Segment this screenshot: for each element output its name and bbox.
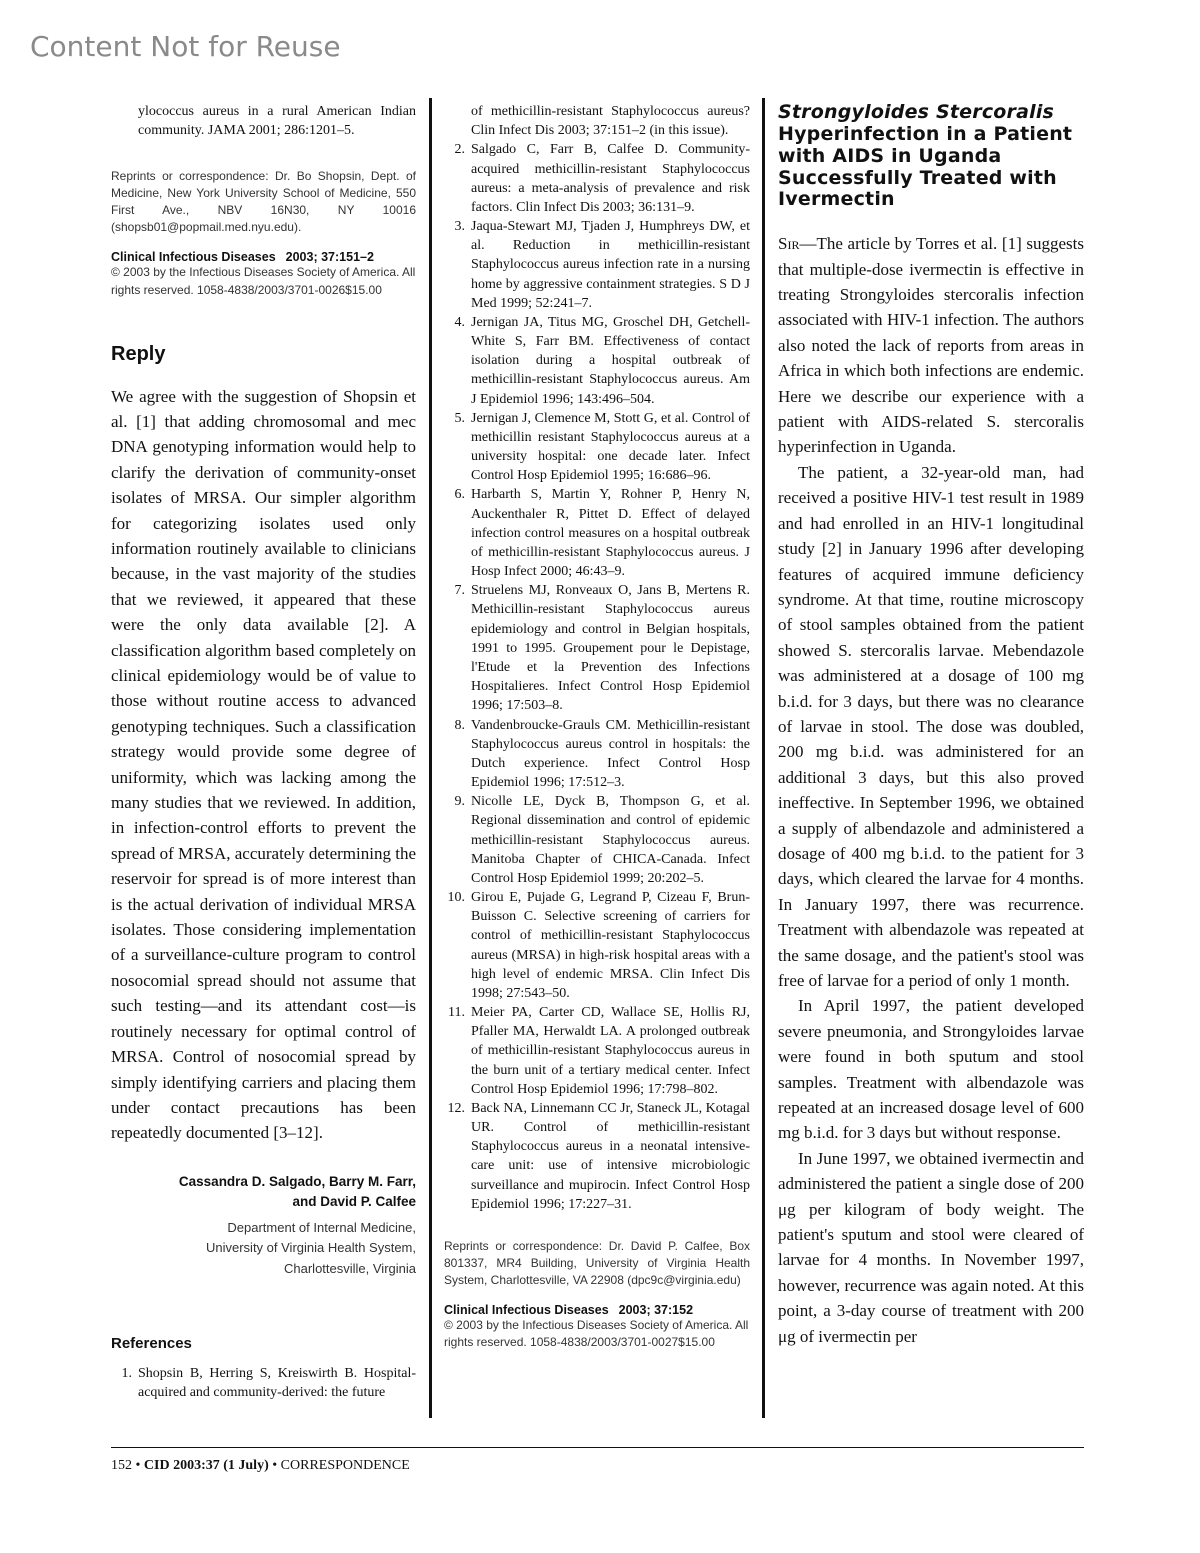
paragraph-text: —The article by Torres et al. [1] suggests that multiple-dose ivermectin is effective in treating Strongyloides stercoralis infection associated with HIV-1 infection. The authors also noted the lack of reports from areas in Africa in which both infections are endemic. Here we describe our experience with a patient with AIDS-related S. stercoralis hyperinfection in Uganda. [778, 234, 1084, 457]
footer-rule [111, 1447, 1084, 1448]
reference-number: 6. [454, 487, 465, 503]
reply-heading: Reply [111, 342, 166, 365]
article-title-italic: Strongyloides Stercoralis [778, 101, 1055, 123]
journal-cite: 2003; 37:152 [618, 1303, 694, 1318]
reference-item [444, 485, 750, 581]
authors-line-1: Cassandra D. Salgado, Barry M. Farr, [178, 1173, 416, 1189]
article-paragraph-3: In April 1997, the patient developed severe pneumonia, and Strongyloides larvae were found in both sputum and stool samples. Treatment with albendazole was repeated at an increased dosage level of 600 mg b.i.d. for 3 days but without response. [778, 996, 1084, 1143]
footer-journal: CID 2003:37 (1 July) [143, 1458, 269, 1473]
column-3 [778, 102, 1084, 1349]
reference-text: Salgado C, Farr B, Calfee D. Community-acquired methicillin-resistant Staphylococcus aureus: a meta-analysis of prevalence and risk factors. Clin Infect Dis 2003; 36:131–9. [471, 142, 750, 215]
reference-continuation: of methicillin-resistant Staphylococcus aureus? Clin Infect Dis 2003; 37:151–2 (in this issue). [471, 104, 750, 139]
reference-number: 11. [448, 1005, 465, 1021]
column-rule-right [762, 98, 765, 1418]
copyright-note: © 2003 by the Infectious Diseases Society of America. All rights reserved. 1058-4838/2003/3701-0026$15.00 [111, 265, 416, 297]
reference-item [444, 409, 750, 486]
reference-text: Jaqua-Stewart MJ, Tjaden J, Humphreys DW, et al. Reduction in methicillin-resistant Staphylococcus aureus infection rate in a nursing home by aggressive containment strategies. S D J Med 1999; 52:241–7. [471, 219, 750, 311]
reference-item [444, 140, 750, 217]
reference-number: 7. [454, 583, 465, 599]
reference-text: Jernigan JA, Titus MG, Groschel DH, Getchell-White S, Farr BM. Effectiveness of contact isolation during a hospital outbreak of methicillin-resistant Staphylococcus aureus. Am J Epidemiol 1996; 143:496–504. [471, 314, 750, 407]
reference-item [444, 1003, 750, 1099]
reply-paragraph: We agree with the suggestion of Shopsin et al. [1] that adding chromosomal and mec DNA genotyping information would help to clarify the derivation of community-onset isolates of MRSA. Our simpler algorithm for categorizing isolates used only information routinely available to clinicians because, in the vast majority of the studies that we reviewed, it appeared that these were the only data available [2]. A classification algorithm based completely on clinical epidemiology would be of value to those without routine access to advanced genotyping techniques. Such a classification strategy would provide some degree of uniformity, which was lacking among the many studies that we reviewed. In addition, in infection-control efforts to prevent the spread of MRSA, accurately determining the reservoir for spread is of more interest than is the actual derivation of individual MRSA isolates. Those considering implementation of a surveillance-culture program to control nosocomial spread should not assume that such testing—and its attendant cost—is routinely necessary for optimal control of MRSA. Control of nosocomial spread by simply identifying carriers and placing them under contact precautions has been repeatedly documented [3–12]. [111, 386, 416, 1143]
reference-number: 12. [447, 1100, 465, 1116]
column-rule-left [429, 98, 432, 1418]
article-paragraph-4: In June 1997, we obtained ivermectin and administered the patient a single dose of 200 μg per kilogram of body weight. The patient's sputum and stool were cleared of larvae for 4 months. In November 1997, however, recurrence was again noted. At this point, a 3-day course of treatment with 200 μg of ivermectin per [778, 1148, 1084, 1346]
journal-name: Clinical Infectious Diseases [111, 250, 276, 265]
reference-text: Back NA, Linnemann CC Jr, Staneck JL, Kotagal UR. Control of methicillin-resistant Staphylococcus aureus in a neonatal intensive-care unit: use of intensive microbiologic surveillance and mupirocin. Infect Control Hosp Epidemiol 1996; 17:227–31. [471, 1100, 750, 1212]
reference-text: Vandenbroucke-Grauls CM. Methicillin-resistant Staphylococcus aureus control in hospitals: the Dutch experience. Infect Control Hosp Epidemiol 1996; 17:512–3. [471, 717, 750, 791]
reference-number: 4. [454, 314, 465, 330]
journal-cite: 2003; 37:151–2 [285, 250, 374, 265]
article-body [778, 231, 1084, 1349]
reference-list [444, 140, 750, 1214]
reference-number: 2. [454, 142, 465, 158]
reference-number: 5. [454, 410, 465, 426]
authors-line-2: and David P. Calfee [292, 1193, 416, 1209]
copyright-note: © 2003 by the Infectious Diseases Society of America. All rights reserved. 1058-4838/2003/3701-0027$15.00 [444, 1318, 749, 1350]
reprints-note: Reprints or correspondence: Dr. David P. Calfee, Box 801337, MR4 Building, University of Virginia Health System, Charlottesville, VA 22908 (dpc9c@virginia.edu) [444, 1238, 750, 1288]
reference-number: 10. [447, 890, 465, 906]
reference-item [444, 888, 750, 1003]
reference-item [444, 792, 750, 888]
article-title-rest: Hyperinfection in a Patient with AIDS in Uganda Successfully Treated with Ivermectin [778, 122, 1073, 211]
article-paragraph-2: The patient, a 32-year-old man, had received a positive HIV-1 test result in 1989 and had enrolled in an HIV-1 longitudinal study [2] in January 1996 after developing features of acquired immune deficiency syndrome. At that time, routine microscopy of stool samples obtained from the patient showed S. stercoralis larvae. Mebendazole was administered at a dosage of 100 mg b.i.d. for 3 days, but there was no clearance of larvae in stool. The dose was doubled, 200 mg b.i.d. was administered for an additional 3 days, but this also proved ineffective. In September 1996, we obtained a supply of albendazole and administered a dosage of 400 mg b.i.d. to the patient for 3 days, which cleared the larvae for 4 months. In January 1997, there was recurrence. Treatment with albendazole was repeated at the same dosage, and the patient's stool was free of larvae for a period of only 1 month. [778, 462, 1084, 990]
reference-text: Struelens MJ, Ronveaux O, Jans B, Mertens R. Methicillin-resistant Staphylococcus aureus epidemiology and control in Belgian hospitals, 1991 to 1995. Groupement pour le Depistage, l'Etude et la Prevention des Infections Hospitalieres. Infect Control Hosp Epidemiol 1996; 17:503–8. [471, 583, 750, 714]
reference-number: 8. [454, 717, 465, 733]
reference-number: 1. [121, 1365, 132, 1381]
affiliation-line-2: University of Virginia Health System, [205, 1240, 416, 1256]
journal-citation [444, 1303, 750, 1317]
authors [111, 1172, 416, 1213]
reference-list [111, 1364, 416, 1402]
reference-number: 3. [454, 219, 465, 235]
reference-text: Harbarth S, Martin Y, Rohner P, Henry N, Auckenthaler R, Pittet D. Effect of delayed infection control measures on a hospital outbreak of methicillin-resistant Staphylococcus aureus. J Hosp Infect 2000; 46:43–9. [471, 487, 750, 580]
reprints-note: Reprints or correspondence: Dr. Bo Shopsin, Dept. of Medicine, New York University School of Medicine, 550 First Ave., NBV 16N30, NY 10016 (shopsb01@popmail.med.nyu.edu). [111, 169, 416, 235]
article-title [778, 102, 1084, 211]
article-paragraph-1 [778, 231, 1084, 460]
reference-item [444, 1099, 750, 1214]
page-footer: 152 • CID 2003:37 (1 July) • CORRESPONDENCE [111, 1458, 410, 1473]
references-heading: References [111, 1334, 192, 1352]
salutation: Sir [778, 234, 800, 254]
column-2 [444, 102, 750, 1351]
reference-text: Meier PA, Carter CD, Wallace SE, Hollis RJ, Pfaller MA, Herwaldt LA. A prolonged outbreak of methicillin-resistant Staphylococcus aureus in the burn unit of a tertiary medical center. Infect Control Hosp Epidemiol 1996; 17:798–802. [471, 1005, 750, 1097]
reference-item [444, 716, 750, 793]
reference-text: Nicolle LE, Dyck B, Thompson G, et al. Regional dissemination and control of epidemic methicillin-resistant Staphylococcus aureus. Manitoba Chapter of CHICA-Canada. Infect Control Hosp Epidemiol 1999; 20:202–5. [471, 794, 750, 886]
reference-item [444, 217, 750, 313]
page-number: 152 [111, 1458, 132, 1473]
watermark: Content Not for Reuse [30, 30, 341, 63]
reference-continuation: ylococcus aureus in a rural American Indian community. JAMA 2001; 286:1201–5. [138, 104, 416, 139]
reply-body [111, 384, 416, 1146]
reference-text: Girou E, Pujade G, Legrand P, Cizeau F, Brun-Buisson C. Selective screening of carriers for control of methicillin-resistant Staphylococcus aureus (MRSA) in high-risk hospital areas with a high level of endemic MRSA. Clin Infect Dis 1998; 27:543–50. [471, 890, 750, 1001]
affiliation [111, 1218, 416, 1278]
reference-item [111, 1364, 416, 1402]
affiliation-line-1: Department of Internal Medicine, [227, 1220, 416, 1236]
journal-name: Clinical Infectious Diseases [444, 1303, 609, 1318]
reference-item [444, 313, 750, 409]
affiliation-line-3: Charlottesville, Virginia [284, 1260, 416, 1276]
reference-item [444, 581, 750, 715]
reference-number: 9. [454, 794, 465, 810]
reference-text: Shopsin B, Herring S, Kreiswirth B. Hospital-acquired and community-derived: the future [138, 1365, 416, 1400]
footer-section: CORRESPONDENCE [280, 1458, 410, 1473]
reference-text: Jernigan J, Clemence M, Stott G, et al. Control of methicillin resistant Staphylococcus aureus at a university hospital: one decade later. Infect Control Hosp Epidemiol 1995; 16:686–96. [471, 410, 750, 484]
journal-citation [111, 250, 416, 264]
column-1 [111, 102, 416, 1402]
